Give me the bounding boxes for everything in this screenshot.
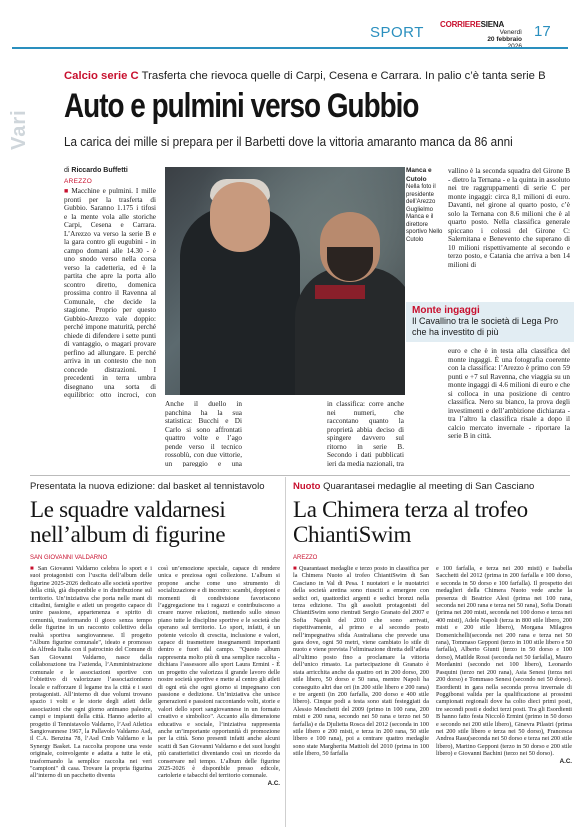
right-article-column-1-text: Quarantasei medaglie e terzo posto in classifica per la Chimera Nuoto al trofeo ChiantiSwim di San Casciano in Val di Pesa. I nuotatori e le nuotatrici della società aretina sono riusciti a emergere con sedici ori, quattordici argenti e sedici bronzi nella terza edizione. Tra gli assoluti protagonisti del ChiantiSwim sono rientrati Sergio Granato del 2007 e Sofia Napoli del 2010 che sono arrivati, rispettivamente, al primo e al secondo posto nell’impegnativa sfida Australiana che prevede una gara dove, ogni 50 metri, viene cambiato lo stile di nuoto e viene prevista l’eliminazione diretta dell’atleta all’ultimo posto fino a proclamare la vittoria dell’unico rimasto. La partecipazione di Granato è stata arricchita anche da quattro ori in 200 dorso, 200 stile libero, 50 dorso e 50 rana, mentre Napoli ha conseguito altri due ori (in 200 stile libero e 200 rana) e tre argenti (in 200 farfalla, 200 dorso e 400 stile libero). Cinque podi a testa sono stati festeggiati da Alessio Menchetti del 2009 (primo in 100 rana, 200 misti e 200 rana, secondo nei 50 rana e terzo nei 50 farfalla) e da Djulietta Rosca del 2012 (seconda in 100 stile libero e 200 misti, e terza in 200 rana, 50 stile libero e 100 rana), poi a centrare quattro medaglie sono state Margherita Mattioli del 2010 (prima in 100 stile libero, 50 farfalla xyxy=(293,565,429,758)
right-kicker-rest: Quarantasei medaglie al meeting di San Casciano xyxy=(323,481,535,492)
left-article-column-1 xyxy=(30,565,152,827)
right-article-signature: A.C. xyxy=(559,757,572,765)
left-article-column-1-text: San Giovanni Valdarno celebra lo sport e i suoi protagonisti con l’uscita dell’album delle figurine 2025-2026 dedicato alle società sportive della città, già disponibile e in distribuzione sul territorio. Un’iniziativa che porta nelle mani di cittadini, famiglie e atleti un progetto capace di unire passione, appartenenza e spirito di comunità, trasformando il gioco senza tempo delle figurine in un racconto collettivo della realtà sportiva sangiovannese. Il progetto "Album figurine comunale", ideato e promosso da Alfreda Italia con il patrocinio del Comune di San Giovanni Valdarno, nasce dalla collaborazione tra l’azienda, l’Amministrazione comunale e le associazioni sportive con l’obiettivo di valorizzare l’associazionismo locale e rafforzare il legame tra la città e i suoi protagonisti. All’interno di due volumi trovano spazio i volti e le storie degli atleti delle associazioni che ogni giorno animano palestre, campi e impianti della città. Hanno aderito al progetto il Tennistavolo Valdarno, l’Asd Atletica Sangiovannese 1967, la Pallavolo Valdarno Asd, il C.A. Benzina 78, l’Asd Cmb Valdarno e la Synergy Basket. La raccolta propone una veste originale, coinvolgente e adatta a tutte le età, trasformando la semplice raccolta nei veri "campioni" di casa. Trovare la propria figurina all’interno di un pacchetto diventa xyxy=(30,565,152,780)
main-column-right-2: euro e che è in testa alla classifica del monte ingaggi. È una fotografia coerente con la classifica: l’Arezzo è primo con 59 punti e +7 sul Ravenna, che viaggia su un monte ingaggi di 4.6 milioni di euro e che si colloca in una posizione di centro classifica. Nero su bianco, la prova degli investimenti e dell’ambizione dichiarata - tra l’altro la classifica risale a dopo il calcio mercato invernale - riportare la serie B in città. xyxy=(448,347,570,440)
masthead xyxy=(440,20,522,46)
main-kicker-strong: Calcio serie C xyxy=(64,70,139,82)
section-label: SPORT xyxy=(370,24,424,41)
main-column-2: Anche il duello in panchina ha la sua statistica: Bucchi e Di Carlo si sono affrontati quattro volte e l’ago pende verso il tecnico rossoblù, con due vittorie, un pareggio e una xyxy=(165,400,242,467)
right-article-column-2-text: e 100 farfalla, e terza nei 200 misti) e Isabella Sacchetti del 2012 (prima in 200 farfalla e 100 dorso, e seconda in 50 dorso e 100 farfalla). Il prospetto dei medaglieri della Chimera Nuoto vede anche la presenza di Beatrice Alesi (prima nei 100 rana, seconda nei 200 rana e terza nei 50 rana), Sofia Donati (prima nei 200 misti, seconda nei 100 dorso e terza nei 400 misti), Adele Napoli (terza in 800 stile libero, 200 misti e 200 stile libero), Morgana Milagros Domenichelli(seconda nei 200 rana e terza nei 50 rana), Tommaso Gepponi (terzo in 100 stile libero e 50 farfalla), Alberto Giunti (terzo in 50 dorso e 100 dorso), Matilde Rossi (seconda nei 50 farfalla), Mauro Mordanini (secondo nei 100 libero), Leonardo Pasquini (terzo nei 200 rana), Asia Senesi (terza nei 200 dorso) e Tommaso Senesi (secondo nei 50 dorso). Esordienti in gara nella seconda prova invernale di Poggibonsi valida per la qualificazione ai prossimi campionati regionali dove ha colto dieci primi posti, tre secondi posti e dodici terzi posti. Tra gli Esordienti B hanno fatto festa Niccolò Ermini (primo in 50 dorso e secondo nei 200 stile libero), Ginevra Pilastri (prima nei 200 stile libero e terza nei 50 dorso), Francesca Andrea Rasu(seconda nei 50 dorso e terza nei 200 stile libero), Martino Gepponi (terzo in 50 dorso e 200 stile libero) e Giovanni Bachini (terzo nei 50 dorso). xyxy=(436,565,572,758)
side-label-text: Vari xyxy=(8,109,30,150)
sidebar-box xyxy=(406,302,574,342)
byline xyxy=(64,167,128,174)
horizontal-divider xyxy=(30,475,570,476)
main-kicker-rest: Trasferta che rievoca quelle di Carpi, Cesena e Carrara. In palio c’è tanta serie B xyxy=(141,70,546,82)
main-column-right-1: vallino è la seconda squadra del Girone B - dietro la Ternana - e la quinta in assoluto nei tre raggruppamenti di serie C per monte ingaggi: circa 8,1 milioni di euro. Davanti, nel girone al quarto posto, c’è solo la Ternana con 8.6 milioni che è al quarto posto. Nella classifica generale spiccano i colossi del Girone C: Salernitana e Benevento che superano di 10 milioni rispettivamente al secondo e terzo posto, e Catania che arriva a ben 14 milioni di xyxy=(448,167,570,269)
left-article-kicker: Presentata la nuova edizione: dal basket al tennistavolo xyxy=(30,481,265,492)
right-article-kicker xyxy=(293,481,573,492)
byline-name: Riccardo Buffetti xyxy=(71,167,128,174)
right-article-column-1 xyxy=(293,565,429,827)
square-bullet-icon: ■ xyxy=(64,187,70,195)
main-column-1 xyxy=(64,187,156,400)
photo-scarf xyxy=(315,285,365,299)
photo-caption xyxy=(406,167,446,244)
side-label xyxy=(6,92,30,152)
sidebar-title: Monte ingaggi xyxy=(412,305,480,316)
issue-date-text: 20 febbraio xyxy=(487,36,522,43)
left-article-signature: A.C. xyxy=(267,779,280,787)
caption-name: Manca e Cutolo xyxy=(406,167,432,183)
left-article-column-2-text: così un’emozione speciale, capace di rendere unica e preziosa ogni collezione. L’album si propone anche come uno strumento di socializzazione e di incontro: scambi, doppioni e momenti di condivisione favoriscono l’aggregazione tra i ragazzi e contribuiscono a creare nuove relazioni, mettendo sullo stesso piano tutte le discipline sportive e le società che operano sul territorio. Lo sport, infatti, è un potente veicolo di crescita, inclusione e valori, capace di trasmettere insegnamenti importanti dentro e fuori dal campo. "Questo album rappresenta molto più di una semplice raccolta - dichiara l’assessore allo sport Laura Ermini - È un progetto che valorizza il grande lavoro delle nostre società sportive e mette al centro gli atleti di ogni età che ogni giorno si impegnano con passione e dedizione. Un’iniziativa che unisce generazioni e passioni raccontando volti, storie e valori dello sport sangiovannese in un formato creativo e simbolico". Accanto alla dimensione educativa e sociale, l’iniziativa rappresenta anche un’importante opportunità di promozione per la città. Sono presenti infatti anche alcuni scatti di San Giovanni Valdarno e dei suoi luoghi più caratteristici diventando così un ricordo da conservare nel tempo. L’album delle figurine 2025-2026 è disponibile presso edicole, cartolerie e tabacchi del territorio comunale. xyxy=(158,565,280,780)
main-headline: Auto e pulmini verso Gubbio xyxy=(64,87,419,125)
main-subhead: La carica dei mille si prepara per il Barbetti dove la vittoria amaranto manca da 86 anni xyxy=(64,134,513,149)
left-article-column-2 xyxy=(158,565,280,827)
page-header xyxy=(0,0,580,56)
issue-date xyxy=(440,36,522,43)
main-location: AREZZO xyxy=(64,178,93,185)
main-kicker xyxy=(64,70,574,82)
main-column-4: in classifica: corre anche nei numeri, che raccontano quanto la proprietà abbia deciso di spingere davvero sul ritorno in serie B. Secondo i dati pubblicati ieri da media nazionali, tra xyxy=(327,400,404,467)
newspaper-logo xyxy=(440,20,522,29)
right-kicker-strong: Nuoto xyxy=(293,481,321,492)
page-number: 17 xyxy=(534,23,551,40)
square-bullet-icon: ■ xyxy=(293,565,300,572)
main-column-1-text: Macchine e pulmini. I mille pronti per la trasferta di Gubbio. Saranno 1.175 i tifosi e la mente vola alle storiche Carpi, Cesena e Carrara. L’Arezzo va verso la serie B e la gara contro gli eugubini - in campo domani alle 14.30 - è uno snodo verso nella corsa verso la cadetteria, ed è la partita che apre la porta allo scontro diretto, domenica prossima contro il Ravenna al Comunale, che decide la stagione. Proprio per questo Gubbio-Arezzo vale doppio: perché impone maturità, perché chiede di difendere i sette punti di vantaggio, o magari provare perfino ad allungare. E perché arriva in un contesto che non concede distrazioni. I precedenti in terra umbra disegnano una sorta di equilibrio: otto incroci, con xyxy=(64,187,156,399)
right-article-title: La Chimera terza al trofeo ChiantiSwim xyxy=(293,497,528,547)
issue-day: Venerdì xyxy=(499,29,522,36)
logo-red-text: CORRIERE xyxy=(440,20,481,29)
left-article-title: Le squadre valdarnesi nell’album di figurine xyxy=(30,497,226,547)
photo-person-left-head xyxy=(210,182,270,252)
main-column-3 xyxy=(246,400,323,467)
sidebar-text: Il Cavallino tra le società di Lega Pro che ha investito di più xyxy=(412,316,559,337)
right-article-column-2 xyxy=(436,565,572,827)
caption-text: Nella foto il presidente dell’Arezzo Guglielmo Manca e il direttore sportivo Nello Cutolo xyxy=(406,184,443,243)
right-article-location: AREZZO xyxy=(293,555,318,561)
header-rule xyxy=(12,47,568,49)
square-bullet-icon: ■ xyxy=(30,565,38,572)
byline-prefix: di xyxy=(64,167,70,174)
article-photo xyxy=(165,167,405,395)
logo-black-text: SIENA xyxy=(480,20,505,29)
left-article-location: SAN GIOVANNI VALDARNO xyxy=(30,555,108,561)
